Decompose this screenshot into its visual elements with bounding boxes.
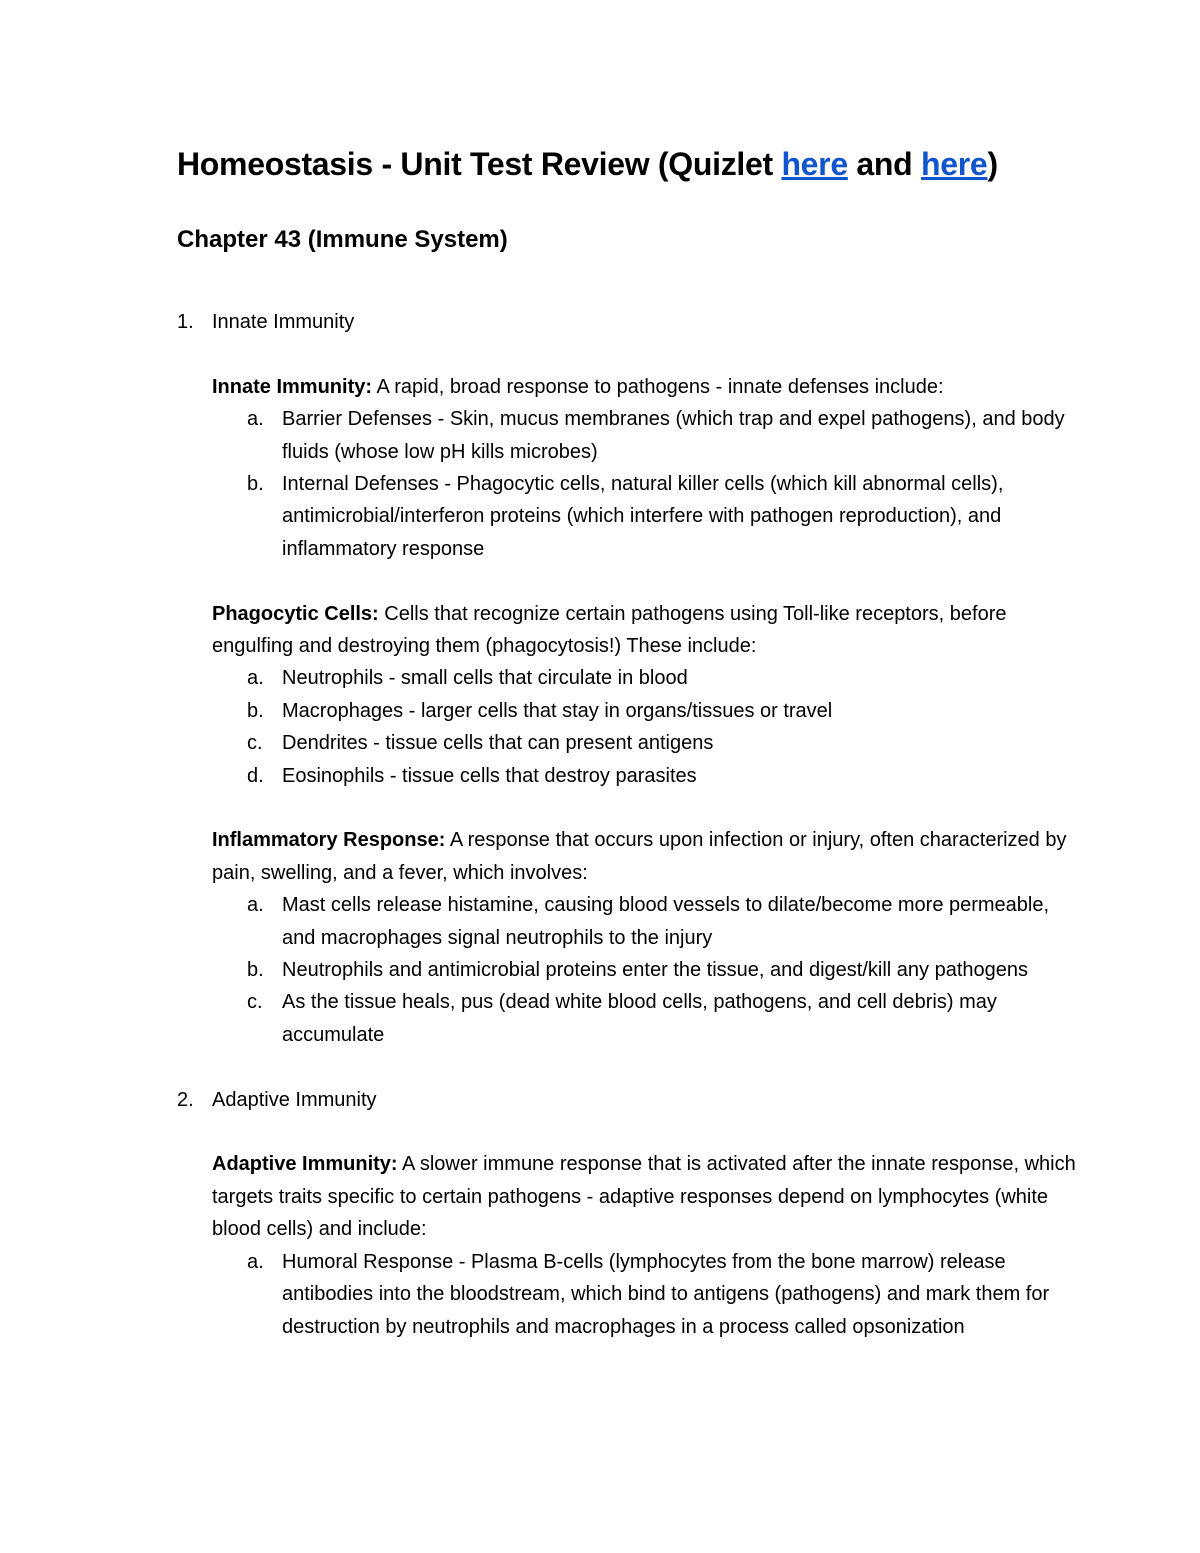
section-innate-immunity <box>177 306 1077 1051</box>
definition-body: A rapid, broad response to pathogens - innate defenses include: <box>372 375 944 398</box>
list-item <box>212 662 1077 694</box>
section-title: Adaptive Immunity <box>212 1088 377 1111</box>
section-number: 1. <box>177 311 194 333</box>
sub-list <box>212 403 1077 565</box>
list-item <box>212 986 1077 1051</box>
list-item <box>212 403 1077 468</box>
definition-term: Innate Immunity: <box>212 375 373 398</box>
definition-block <box>177 598 1077 792</box>
list-item-text: Barrier Defenses - Skin, mucus membranes (which trap and expel pathogens), and body fluids (whose low pH kills microbes) <box>282 408 1065 463</box>
list-item-text: As the tissue heals, pus (dead white blood cells, pathogens, and cell debris) may accumulate <box>282 991 997 1046</box>
definition-text <box>212 824 1077 889</box>
list-item <box>212 954 1077 986</box>
definition-text <box>212 1148 1077 1245</box>
list-item-text: Humoral Response - Plasma B-cells (lymphocytes from the bone marrow) release antibodies into the bloodstream, which bind to antigens (pathogens) and mark them for destruction by neutrophils and macrophages in a process called opsonization <box>282 1250 1050 1338</box>
list-item <box>212 889 1077 954</box>
list-item <box>212 695 1077 727</box>
definition-term: Inflammatory Response: <box>212 829 446 852</box>
list-marker: d. <box>247 764 264 787</box>
list-item-text: Dendrites - tissue cells that can present antigens <box>282 732 714 755</box>
list-item <box>212 727 1077 759</box>
definition-body: A response that occurs upon infection or injury, often characterized by pain, swelling, and a fever, which involves: <box>212 829 1067 884</box>
list-marker: b. <box>247 699 264 722</box>
list-marker: a. <box>247 1250 264 1273</box>
title-suffix: ) <box>987 146 998 182</box>
list-item <box>212 468 1077 565</box>
definition-block <box>177 1148 1077 1342</box>
list-marker: a. <box>247 408 264 431</box>
section-adaptive-immunity <box>177 1084 1077 1343</box>
list-marker: a. <box>247 667 264 690</box>
title-middle: and <box>847 146 922 182</box>
quizlet-link-1[interactable]: here <box>781 146 848 182</box>
list-marker: c. <box>247 732 263 755</box>
sub-list <box>212 1246 1077 1343</box>
sub-list <box>212 662 1077 792</box>
definition-body: A slower immune response that is activated after the innate response, which targets traits specific to certain pathogens - adaptive responses depend on lymphocytes (white blood cells) and include: <box>212 1153 1076 1241</box>
list-marker: c. <box>247 991 263 1014</box>
page-title <box>177 138 1077 190</box>
list-marker: a. <box>247 894 264 917</box>
definition-term: Adaptive Immunity: <box>212 1153 398 1176</box>
list-item-text: Macrophages - larger cells that stay in organs/tissues or travel <box>282 699 833 722</box>
list-item-text: Mast cells release histamine, causing blood vessels to dilate/become more permeable, and macrophages signal neutrophils to the injury <box>282 894 1050 949</box>
section-title: Innate Immunity <box>212 311 355 333</box>
list-item-text: Neutrophils and antimicrobial proteins enter the tissue, and digest/kill any pathogens <box>282 959 1028 982</box>
definition-body: Cells that recognize certain pathogens using Toll-like receptors, before engulfing and destroying them (phagocytosis!) These include: <box>212 602 1007 658</box>
definition-block <box>177 371 1077 565</box>
list-item-text: Neutrophils - small cells that circulate in blood <box>282 667 688 690</box>
section-number: 2. <box>177 1088 194 1111</box>
chapter-heading: Chapter 43 (Immune System) <box>177 226 508 253</box>
sub-list <box>212 889 1077 1051</box>
section-heading <box>177 1084 1077 1116</box>
list-item-text: Internal Defenses - Phagocytic cells, natural killer cells (which kill abnormal cells), antimicrobial/interferon proteins (which interfere with pathogen reproduction), and inflammatory response <box>282 473 1004 560</box>
list-item <box>212 760 1077 792</box>
definition-term: Phagocytic Cells: <box>212 602 379 625</box>
definition-block <box>177 824 1077 1051</box>
list-marker: b. <box>247 473 264 496</box>
section-heading <box>177 306 1077 338</box>
document-content <box>177 138 1077 1343</box>
list-marker: b. <box>247 959 264 982</box>
title-prefix: Homeostasis - Unit Test Review (Quizlet <box>177 146 782 182</box>
list-item <box>212 1246 1077 1343</box>
definition-text <box>212 598 1077 663</box>
quizlet-link-2[interactable]: here <box>921 146 988 182</box>
list-item-text: Eosinophils - tissue cells that destroy parasites <box>282 764 697 787</box>
definition-text <box>212 371 1077 403</box>
